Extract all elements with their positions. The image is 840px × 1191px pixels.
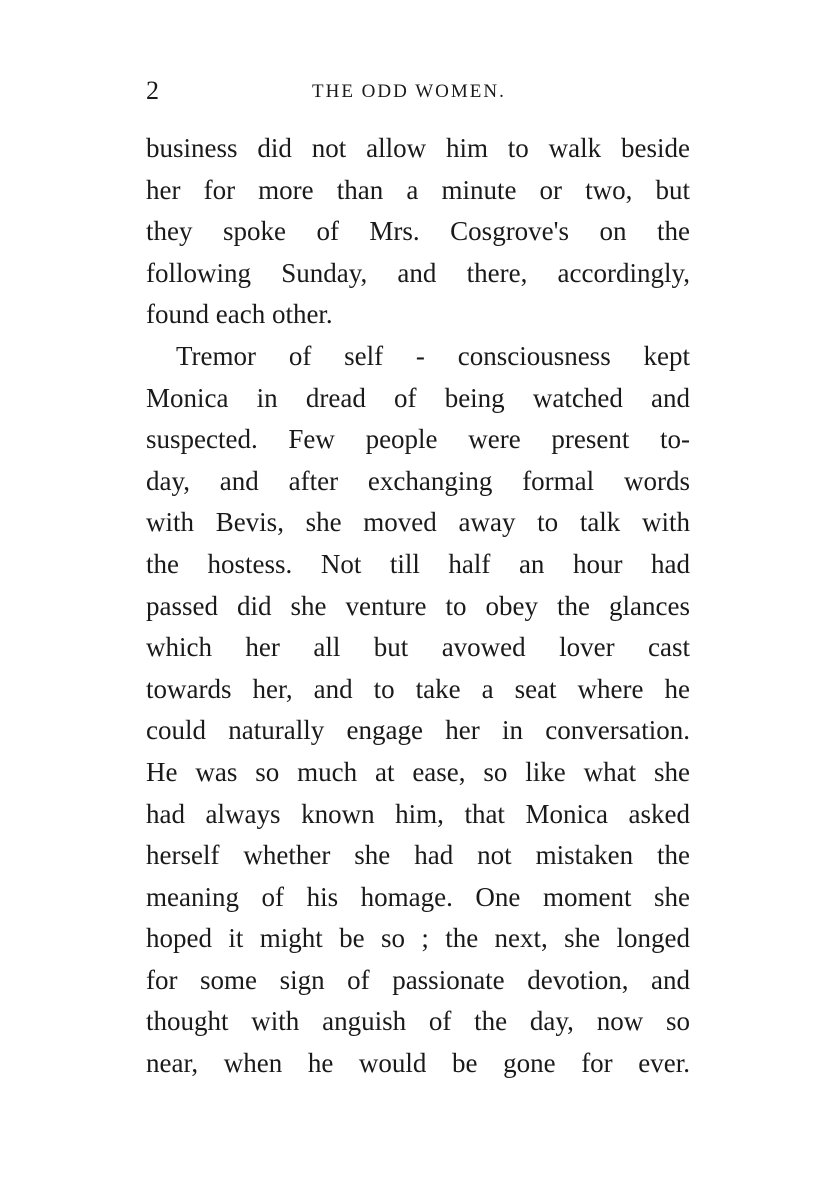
page-number: 2 <box>146 76 159 105</box>
text-line: with Bevis, she moved away to talk with <box>146 507 690 538</box>
text-line: for some sign of passionate devotion, and <box>146 964 690 995</box>
text-line: He was so much at ease, so like what she <box>146 756 690 787</box>
text-line: suspected. Few people were present to- <box>146 424 690 455</box>
text-line: hoped it might be so ; the next, she longed <box>146 923 690 954</box>
running-title: THE ODD WOMEN. <box>312 81 506 102</box>
text-line: they spoke of Mrs. Cosgrove's on the <box>146 216 690 247</box>
text-line: day, and after exchanging formal words <box>146 465 690 496</box>
text-line: passed did she venture to obey the glances <box>146 590 690 621</box>
text-line: the hostess. Not till half an hour had <box>146 548 690 579</box>
text-line: found each other. <box>146 299 333 330</box>
text-line: her for more than a minute or two, but <box>146 174 690 205</box>
text-line: which her all but avowed lover cast <box>146 632 690 663</box>
text-line: Monica in dread of being watched and <box>146 382 690 413</box>
text-line: following Sunday, and there, accordingly, <box>146 257 690 288</box>
text-line: herself whether she had not mistaken the <box>146 840 690 871</box>
page-header <box>146 76 690 106</box>
text-line: Tremor of self - consciousness kept <box>176 340 690 371</box>
text-line: thought with anguish of the day, now so <box>146 1006 690 1037</box>
text-line: had always known him, that Monica asked <box>146 798 690 829</box>
text-line: could naturally engage her in conversation. <box>146 715 690 746</box>
body-text <box>146 128 690 1085</box>
text-line: business did not allow him to walk beside <box>146 133 690 163</box>
text-line: near, when he would be gone for ever. <box>146 1048 690 1079</box>
text-line: towards her, and to take a seat where he <box>146 673 690 704</box>
text-line: meaning of his homage. One moment she <box>146 881 690 912</box>
